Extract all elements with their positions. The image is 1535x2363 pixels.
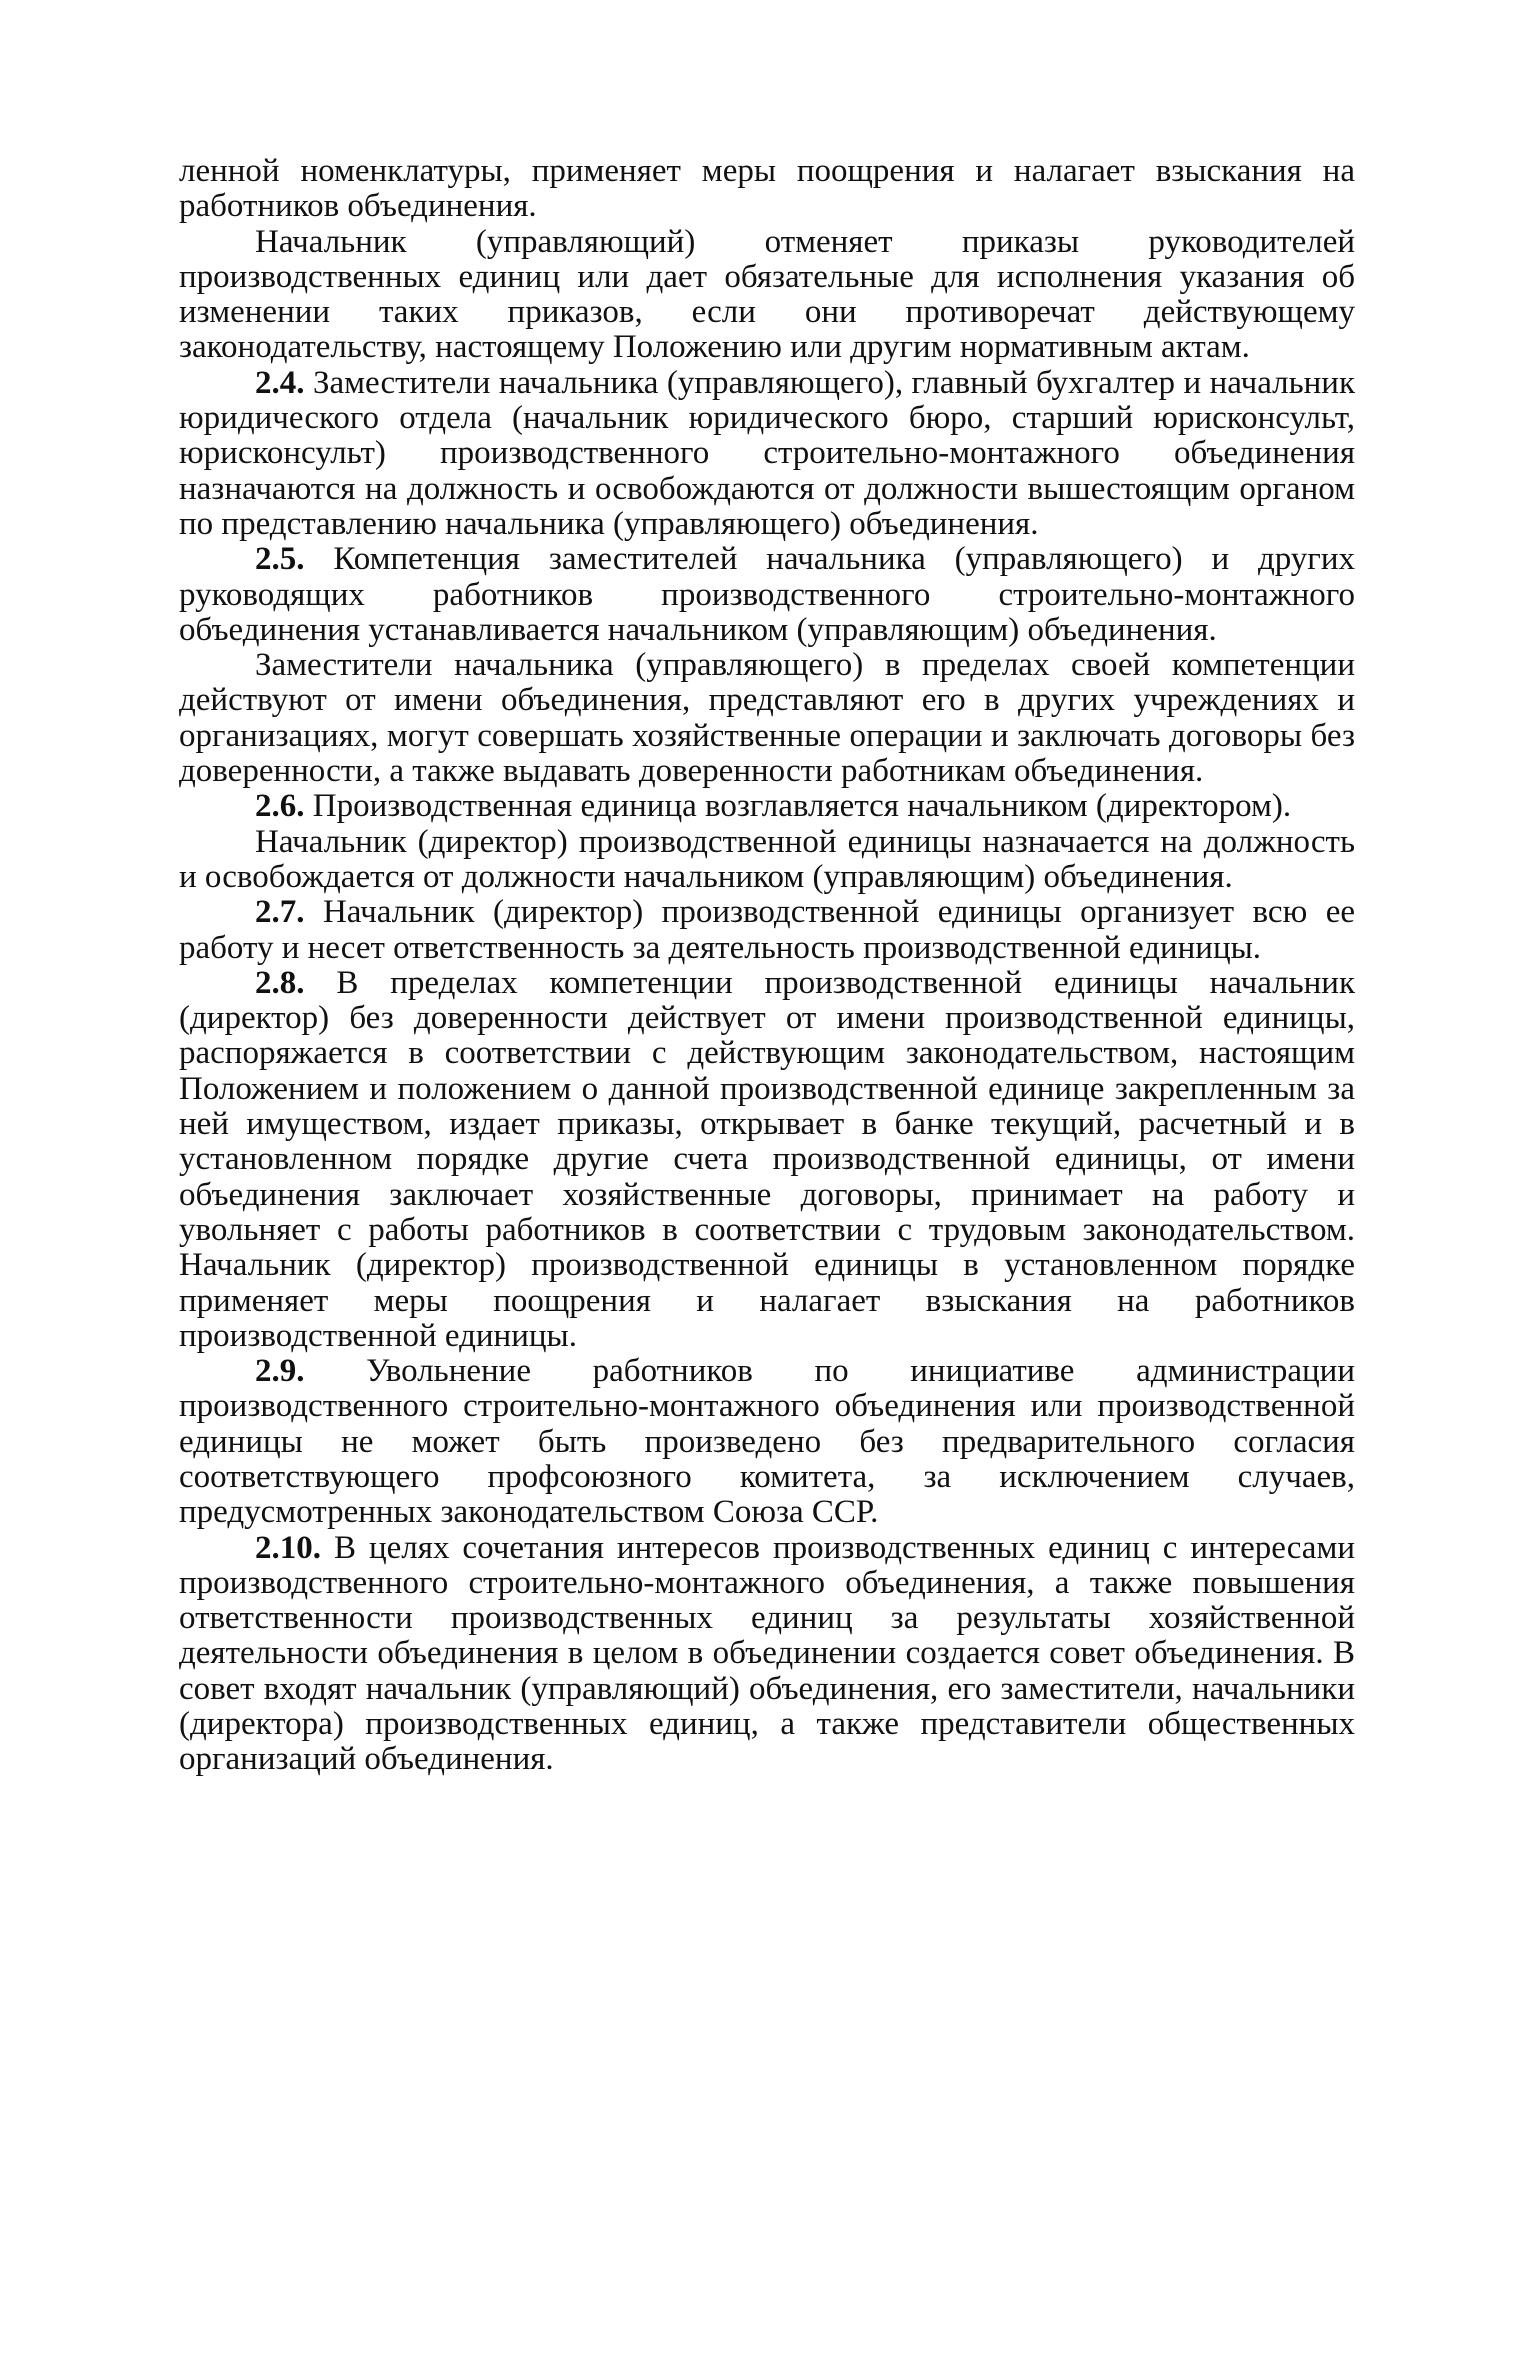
paragraph-text: Начальник (управляющий) отменяет приказы руководителей производственных единиц или дает обязательные для исполнения указания об изменении таких приказов, если они противоречат действующему законодательству, настоящему Положению или другим нормативным актам. xyxy=(179,223,1355,366)
section-number: 2.4. xyxy=(255,364,305,401)
paragraph-text: Начальник (директор) производственной единицы назначается на должность и освобождается от должности начальником (управляющим) объединения. xyxy=(179,823,1355,895)
paragraph-text: Начальник (директор) производственной единицы организует всю ее работу и несет ответственность за деятельность производственной единицы. xyxy=(179,894,1355,966)
section-number: 2.7. xyxy=(255,894,305,931)
document-page xyxy=(179,154,1355,2134)
paragraph xyxy=(179,648,1355,789)
section-number: 2.5. xyxy=(255,541,305,578)
paragraph-text: Производственная единица возглавляется начальником (директором). xyxy=(304,788,1292,825)
paragraph xyxy=(179,825,1355,896)
paragraph-continuation xyxy=(179,154,1355,225)
paragraph xyxy=(179,225,1355,366)
section-2-4 xyxy=(179,366,1355,542)
section-number: 2.9. xyxy=(255,1353,305,1390)
section-2-9 xyxy=(179,1354,1355,1530)
paragraph-text: В целях сочетания интересов производственных единиц с интересами производственного строительно-монтажного объединения, а также повышения ответственности производственных единиц за результаты хозяйственной деятельности объединения в целом в объединении создается совет объединения. В совет входят начальник (управляющий) объединения, его заместители, начальники (директора) производственных единиц, а также представители общественных организаций объединения. xyxy=(179,1529,1355,1778)
paragraph-text: В пределах компетенции производственной единицы начальник (директор) без доверенности действует от имени производственной единицы, распоряжается в соответствии с действующим законодательством, настоящим Положением и положением о данной производственной единице закрепленным за ней имуществом, издает приказы, открывает в банке текущий, расчетный и в установленном порядке другие счета производственной единицы, от имени объединения заключает хозяйственные договоры, принимает на работу и увольняет с работы работников в соответствии с трудовым законодательством. Начальник (директор) производственной единицы в установленном порядке применяет меры поощрения и налагает взыскания на работников производственной единицы. xyxy=(179,964,1355,1354)
section-2-10 xyxy=(179,1531,1355,1778)
paragraph-text: Увольнение работников по инициативе администрации производственного строительно-монтажного объединения или производственной единицы не может быть произведено без предварительного согласия соответствующего профсоюзного комитета, за исключением случаев, предусмотренных законодательством Союза ССР. xyxy=(179,1353,1355,1531)
section-2-7 xyxy=(179,895,1355,966)
paragraph-text: Заместители начальника (управляющего) в пределах своей компетенции действуют от имени объединения, представляют его в других учреждениях и организациях, могут совершать хозяйственные операции и заключать договоры без доверенности, а также выдавать доверенности работникам объединения. xyxy=(179,647,1355,790)
section-2-6 xyxy=(179,789,1355,824)
paragraph-text: ленной номенклатуры, применяет меры поощрения и налагает взыскания на работников объединения. xyxy=(179,153,1355,225)
paragraph-text: Заместители начальника (управляющего), главный бухгалтер и начальник юридического отдела (начальник юридического бюро, старший юрисконсульт, юрисконсульт) производственного строительно-монтажного объединения назначаются на должность и освобождаются от должности вышестоящим органом по представлению начальника (управляющего) объединения. xyxy=(179,364,1355,542)
section-2-5 xyxy=(179,542,1355,648)
section-number: 2.10. xyxy=(255,1529,321,1566)
section-number: 2.6. xyxy=(255,788,305,825)
section-number: 2.8. xyxy=(255,964,305,1001)
paragraph-text: Компетенция заместителей начальника (управляющего) и других руководящих работников производственного строительно-монтажного объединения устанавливается начальником (управляющим) объединения. xyxy=(179,541,1355,648)
section-2-8 xyxy=(179,966,1355,1354)
